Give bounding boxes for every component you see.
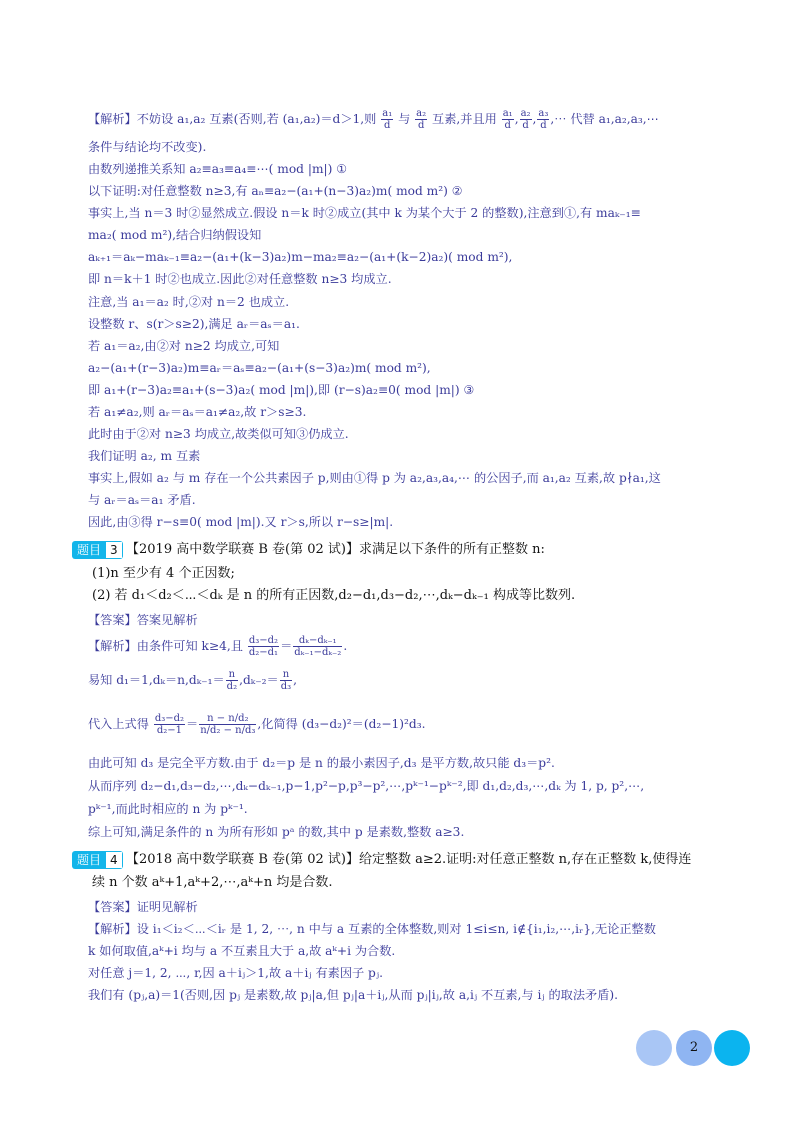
fraction: [381, 108, 393, 131]
solution1-line7: aₖ₊₁＝aₖ−maₖ₋₁≡a₂−(a₁+(k−3)a₂)m−ma₂≡a₂−(a₁+(k−2)a₂)( mod m²),: [88, 250, 513, 264]
denominator: d: [504, 120, 511, 131]
problem4-title: 【2018 高中数学联赛 B 卷(第 02 试)】给定整数 a≥2.证明:对任意正整数 n,存在正整数 k,使得连: [126, 852, 692, 867]
denominator: d: [384, 120, 391, 131]
problem4-solution-line2: k 如何取值,aᵏ+i 均与 a 不互素且大于 a,故 aᵏ+i 为合数.: [88, 944, 396, 958]
problem4-badge: [72, 851, 123, 869]
problem4-answer: 【答案】证明见解析: [88, 900, 198, 914]
solution1-line4: 以下证明:对任意整数 n≥3,有 aₙ≡a₂−(a₁+(n−3)a₂)m( mod m²) ②: [88, 184, 463, 198]
problem3-solution-line6: pᵏ⁻¹,而此时相应的 n 为 pᵏ⁻¹.: [88, 802, 248, 816]
text: 互素,并且用: [432, 112, 497, 126]
denominator: d₂: [226, 681, 238, 692]
denominator: dₖ₋₁−dₖ₋₂: [294, 647, 342, 658]
numerator: n: [280, 669, 292, 681]
denominator: d₃: [280, 681, 292, 692]
fraction: [280, 669, 292, 692]
denominator: d₂−d₁: [248, 647, 279, 658]
solution1-line2: 条件与结论均不改变).: [88, 140, 207, 154]
text: 易知 d₁＝1,dₖ＝n,dₖ₋₁＝: [88, 673, 225, 687]
denominator: d: [522, 120, 529, 131]
solution1-line9: 注意,当 a₁＝a₂ 时,②对 n＝2 也成立.: [88, 295, 290, 309]
page-number: 2: [689, 1040, 699, 1055]
problem3-solution-line5: 从而序列 d₂−d₁,d₃−d₂,⋯,dₖ−dₖ₋₁,p−1,p²−p,p³−p²,⋯,pᵏ⁻¹−pᵏ⁻²,即 d₁,d₂,d₃,⋯,dₖ 为 1, p, p²,⋯,: [88, 779, 645, 793]
problem3-title: 【2019 高中数学联赛 B 卷(第 02 试)】求满足以下条件的所有正整数 n:: [126, 542, 545, 557]
denominator: d₂−1: [156, 725, 182, 736]
numerator: a₂: [520, 108, 531, 119]
solution1-line6: ma₂( mod m²),结合归纳假设知: [88, 228, 262, 242]
solution1-line14: 若 a₁≠a₂,则 aᵣ＝aₛ＝a₁≠a₂,故 r＞s≥3.: [88, 405, 307, 419]
denominator: n/d₂ − n/d₃: [200, 725, 256, 736]
text: ,⋯ 代替 a₁,a₂,a₃,⋯: [550, 112, 659, 126]
solution1-line16: 我们证明 a₂, m 互素: [88, 449, 201, 463]
solution1-line18: 与 aᵣ＝aₛ＝a₁ 矛盾.: [88, 493, 196, 507]
problem-number: 3: [106, 541, 123, 559]
problem4-solution-line3: 对任意 j＝1, 2, ⋯, r,因 a＋iⱼ＞1,故 a＋iⱼ 有素因子 pⱼ.: [88, 966, 383, 980]
decor-circle: [714, 1030, 750, 1066]
numerator: a₂: [416, 108, 427, 119]
fraction: [520, 108, 532, 131]
numerator: a₁: [382, 108, 393, 119]
fraction: [199, 713, 256, 736]
problem3-badge: [72, 541, 123, 559]
numerator: d₃−d₂: [154, 713, 185, 724]
text: 与: [398, 112, 411, 126]
solution1-line10: 设整数 r、s(r＞s≥2),满足 aᵣ＝aₛ＝a₁.: [88, 317, 300, 331]
solution1-line1: 【解析】不妨设 a₁,a₂ 互素(否则,若 (a₁,a₂)＝d＞1,则 $\frac{\text{a₁}}{d}$ 与 $\frac{\text{a₂}}{d}$ 互素,并且用 $\frac{\text{a₁}}{d}$ , $\frac{\text{a₂}}{d}$ , $\frac{\text{a₃}}{d}$ ,⋯ 代替 a₁,a₂,a₃,⋯: [88, 108, 659, 131]
text: 代入上式得: [88, 717, 149, 731]
text: 【解析】不妨设 a₁,a₂ 互素(否则,若 (a₁,a₂)＝d＞1,则: [88, 112, 377, 126]
text: ,dₖ₋₂＝: [239, 673, 279, 687]
fraction: [293, 635, 342, 658]
numerator: a₁: [502, 108, 513, 119]
problem3-answer: 【答案】答案见解析: [88, 613, 198, 627]
problem-label: 题目: [72, 541, 106, 559]
denominator: d: [417, 120, 425, 131]
fraction: [502, 108, 514, 131]
page-number-badge: [636, 1030, 752, 1066]
solution1-line11: 若 a₁＝a₂,由②对 n≥2 均成立,可知: [88, 339, 280, 353]
solution1-line12: a₂−(a₁+(r−3)a₂)m≡aᵣ＝aₛ≡a₂−(a₁+(s−3)a₂)m( mod m²),: [88, 361, 431, 375]
numerator: a₃: [538, 108, 549, 119]
solution1-line13: 即 a₁+(r−3)a₂≡a₁+(s−3)a₂( mod |m|),即 (r−s)a₂≡0( mod |m|) ③: [88, 383, 475, 397]
numerator: n − n/d₂: [199, 713, 256, 725]
fraction: [154, 713, 185, 736]
numerator: d₃−d₂: [248, 635, 279, 646]
problem4-solution-line4: 我们有 (pⱼ,a)＝1(否则,因 pⱼ 是素数,故 pⱼ|a,但 pⱼ|a＋iⱼ,从而 pⱼ|iⱼ,故 a,iⱼ 不互素,与 iⱼ 的取法矛盾).: [88, 988, 619, 1002]
solution1-line5: 事实上,当 n＝3 时②显然成立.假设 n＝k 时②成立(其中 k 为某个大于 2 的整数),注意到①,有 maₖ₋₁≡: [88, 206, 641, 220]
solution1-line8: 即 n＝k＋1 时②也成立.因此②对任意整数 n≥3 均成立.: [88, 272, 392, 286]
solution1-line15: 此时由于②对 n≥3 均成立,故类似可知③仍成立.: [88, 427, 349, 441]
solution1-line3: 由数列递推关系知 a₂≡a₃≡a₄≡⋯( mod |m|) ①: [88, 162, 348, 176]
problem3-solution-line3: 代入上式得 $\frac{\text{d₃−d₂}}{\text{d₂−1}}$ ＝ $\frac{\text{n − n/d₂}}{\text{n/d₂ − n/d₃}}$ ,化简得 (d₃−d₂)²＝(d₂−1)²d₃.: [88, 713, 426, 736]
problem-number: 4: [106, 851, 123, 869]
solution1-line17: 事实上,假如 a₂ 与 m 存在一个公共素因子 p,则由①得 p 为 a₂,a₃,a₄,⋯ 的公因子,而 a₁,a₂ 互素,故 p∤a₁,这: [88, 471, 661, 485]
problem-label: 题目: [72, 851, 106, 869]
problem3-solution-line7: 综上可知,满足条件的 n 为所有形如 pᵃ 的数,其中 p 是素数,整数 a≥3.: [88, 825, 465, 839]
decor-circle: [636, 1030, 672, 1066]
solution1-line19: 因此,由③得 r−s≡0( mod |m|).又 r＞s,所以 r−s≥|m|.: [88, 515, 394, 529]
numerator: n: [226, 669, 238, 681]
fraction: [248, 635, 279, 658]
fraction: [537, 108, 549, 131]
text: ,化简得 (d₃−d₂)²＝(d₂−1)²d₃.: [257, 717, 426, 731]
problem3-solution-line4: 由此可知 d₃ 是完全平方数.由于 d₂＝p 是 n 的最小素因子,d₃ 是平方数,故只能 d₃＝p².: [88, 756, 555, 770]
problem3-solution-line2: 易知 d₁＝1,dₖ＝n,dₖ₋₁＝ $\frac{n}{\text{d₂}}$ ,dₖ₋₂＝ $\frac{n}{\text{d₃}}$ ,: [88, 669, 298, 692]
problem4-title-line2: 续 n 个数 aᵏ+1,aᵏ+2,⋯,aᵏ+n 均是合数.: [92, 875, 333, 890]
problem3-condition2: (2) 若 d₁＜d₂＜⋯＜dₖ 是 n 的所有正因数,d₂−d₁,d₃−d₂,⋯,dₖ−dₖ₋₁ 构成等比数列.: [92, 588, 576, 603]
denominator: d: [540, 120, 547, 131]
fraction: [415, 108, 427, 131]
text: 【解析】由条件可知 k≥4,且: [88, 639, 243, 653]
problem3-condition1: (1)n 至少有 4 个正因数;: [92, 566, 235, 581]
problem4-solution-line1: 【解析】设 i₁＜i₂＜⋯＜iᵣ 是 1, 2, ⋯, n 中与 a 互素的全体整数,则对 1≤i≤n, i∉{i₁,i₂,⋯,iᵣ},无论正整数: [88, 922, 656, 936]
problem3-solution-line1: 【解析】由条件可知 k≥4,且 $\frac{\text{d₃−d₂}}{\text{d₂−d₁}}$ ＝ $\frac{\text{dₖ−dₖ₋₁}}{\text{dₖ₋₁−dₖ₋₂}}$ .: [88, 635, 348, 658]
numerator: dₖ−dₖ₋₁: [293, 635, 342, 647]
fraction: [226, 669, 238, 692]
